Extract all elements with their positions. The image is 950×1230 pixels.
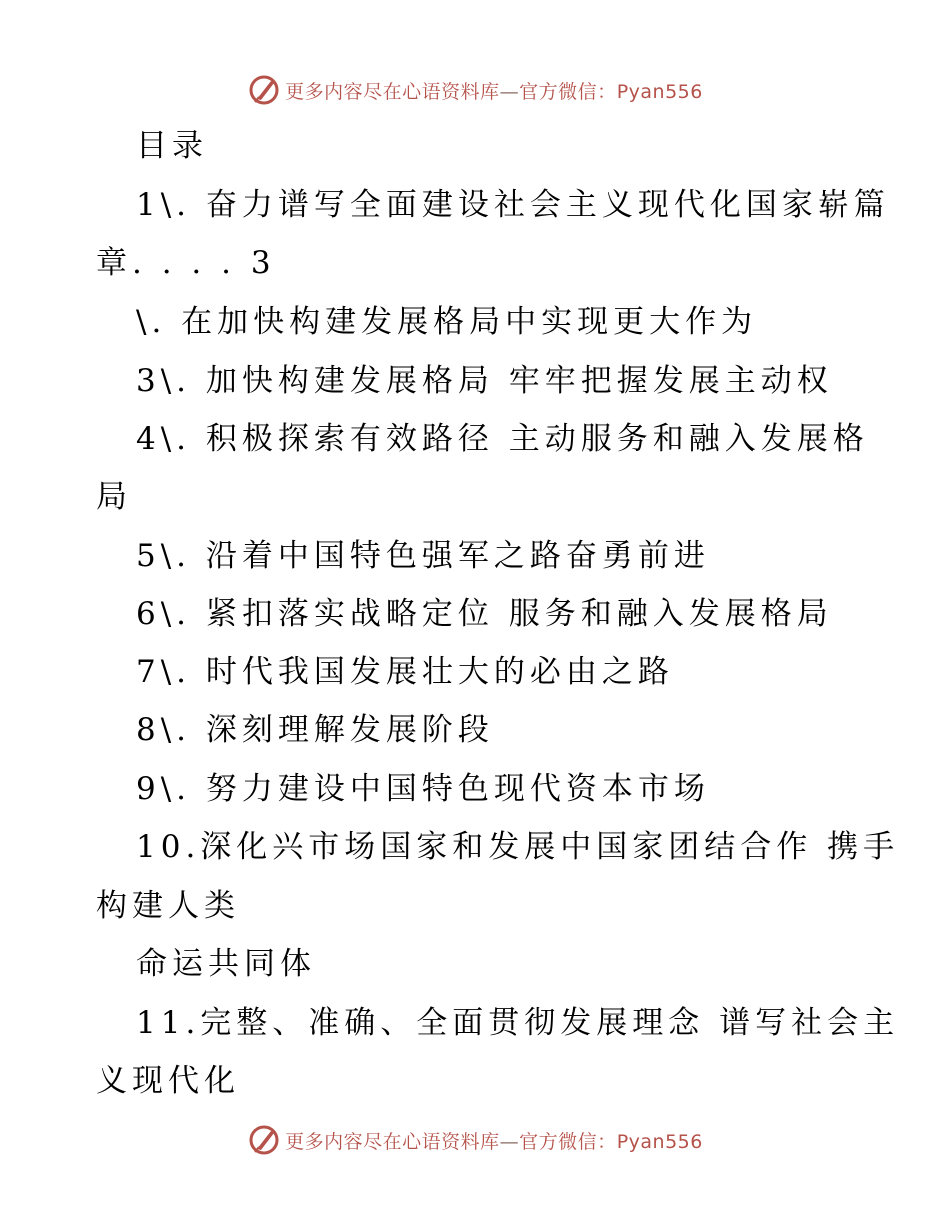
toc-item-11-cont: 义现代化: [96, 1063, 240, 1099]
toc-item-10-cont: 构建人类: [96, 888, 240, 924]
toc-item-10-cont-2: 命运共同体: [136, 946, 316, 982]
quill-pen-circle-icon: [247, 1123, 281, 1157]
watermark-text: 更多内容尽在心语资料库—官方微信：Pyan556: [285, 1130, 703, 1153]
toc-item-7: 7\. 时代我国发展壮大的必由之路: [136, 654, 674, 690]
toc-item-11: 11.完整、准确、全面贯彻发展理念 谱写社会主: [136, 1005, 900, 1041]
quill-pen-circle-icon: [247, 73, 281, 107]
watermark-text: 更多内容尽在心语资料库—官方微信：Pyan556: [285, 80, 703, 103]
toc-item-1-cont: 章. . . . 3: [96, 245, 276, 281]
toc-item-8: 8\. 深刻理解发展阶段: [136, 712, 494, 748]
toc-item-9: 9\. 努力建设中国特色现代资本市场: [136, 771, 710, 807]
toc-item-6: 6\. 紧扣落实战略定位 服务和融入发展格局: [136, 596, 833, 632]
toc-item-3: 3\. 加快构建发展格局 牢牢把握发展主动权: [136, 363, 833, 399]
toc-item-4-cont: 局: [96, 479, 132, 515]
toc-heading: 目录: [136, 128, 208, 164]
toc-item-1: 1\. 奋力谱写全面建设社会主义现代化国家崭篇: [136, 187, 890, 223]
toc-item-4: 4\. 积极探索有效路径 主动服务和融入发展格: [136, 421, 869, 457]
toc-item-2: \. 在加快构建发展格局中实现更大作为: [136, 304, 758, 340]
watermark-footer: [0, 1120, 950, 1160]
watermark-header: [0, 70, 950, 110]
toc-item-5: 5\. 沿着中国特色强军之路奋勇前进: [136, 538, 710, 574]
toc-item-10: 10.深化兴市场国家和发展中国家团结合作 携手: [136, 829, 900, 865]
